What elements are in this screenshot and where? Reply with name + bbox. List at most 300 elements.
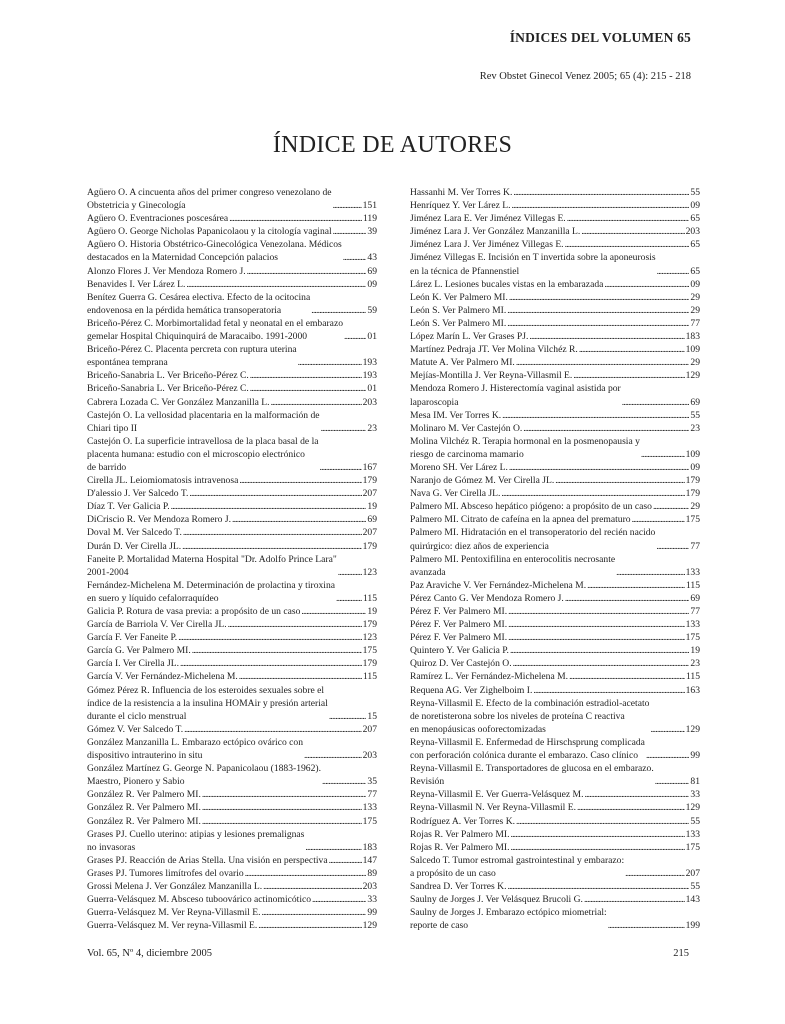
index-entry: [87, 788, 377, 801]
index-entry: [410, 291, 700, 304]
index-entry: [410, 906, 700, 932]
dot-leader: [192, 644, 362, 657]
entry-page: 179: [685, 475, 700, 487]
entry-page: 207: [362, 527, 377, 539]
entry-page: 01: [367, 331, 377, 343]
entry-text: Jiménez Villegas E. Incisión en T invertida sobre la aponeurosis en la técnica de Pfannenstiel: [410, 252, 656, 277]
index-entry: [87, 186, 377, 212]
entry-text: Ramírez L. Ver Fernández-Michelena M.: [410, 671, 569, 683]
index-entry: [87, 396, 377, 409]
entry-text: Grases PJ. Cuello uterino: atipias y lesiones premalignas no invasoras: [87, 828, 305, 853]
entry-text: Guerra-Velásquez M. Absceso tuboovárico actinomicótico: [87, 894, 312, 906]
dot-leader: [567, 212, 690, 225]
dot-leader: [616, 566, 684, 579]
index-entry: [87, 919, 377, 932]
entry-text: Pérez F. Ver Palmero MI.: [410, 606, 508, 617]
entry-text: Palmero MI. Pentoxifilina en enterocolitis necrosante avanzada: [410, 553, 616, 578]
index-entry: [87, 409, 377, 435]
index-entry: [410, 801, 700, 814]
entry-page: 99: [690, 750, 700, 762]
dot-leader: [508, 605, 689, 618]
dot-leader: [655, 775, 690, 788]
dot-leader: [569, 670, 685, 683]
entry-page: 175: [685, 841, 700, 853]
entry-page: 89: [367, 867, 377, 879]
dot-leader: [584, 893, 685, 906]
entry-text: Doval M. Ver Salcedo T.: [87, 527, 182, 539]
entry-text: Díaz T. Ver Galicia P.: [87, 501, 170, 513]
entry-text: Briceño-Pérez C. Placenta percreta con ruptura uterina espontánea temprana: [87, 344, 297, 369]
entry-page: 175: [685, 514, 700, 526]
dot-leader: [338, 566, 362, 579]
index-entry: [410, 238, 700, 251]
dot-leader: [657, 265, 690, 278]
entry-page: 115: [685, 671, 700, 683]
entry-text: Gómez V. Ver Salcedo T.: [87, 723, 184, 735]
dot-leader: [632, 513, 685, 526]
entry-page: 23: [690, 658, 700, 670]
entry-page: 203: [362, 750, 377, 762]
index-entry: [410, 317, 700, 330]
entry-text: Cirella JL. Leiomiomatosis intravenosa: [87, 475, 239, 487]
index-entry: [410, 618, 700, 631]
footer-page-number: 215: [673, 948, 689, 959]
dot-leader: [565, 592, 690, 605]
entry-text: González R. Ver Palmero MI.: [87, 815, 201, 827]
dot-leader: [533, 684, 684, 697]
dot-leader: [650, 723, 684, 736]
dot-leader: [263, 880, 361, 893]
index-entry: [87, 553, 377, 579]
entry-text: Rodríguez A. Ver Torres K.: [410, 815, 516, 827]
dot-leader: [245, 867, 367, 880]
index-entry: [410, 553, 700, 579]
index-entry: [410, 304, 700, 317]
dot-leader: [239, 670, 362, 683]
entry-text: Fernández-Michelena M. Determinación de prolactina y tiroxina en suero y líquido cefalorraquídeo: [87, 579, 336, 604]
entry-text: Sandrea D. Ver Torres K.: [410, 880, 507, 892]
entry-text: Benítez Guerra G. Cesárea electiva. Efecto de la ocitocina endovenosa en la pérdida hemática transoperatoria: [87, 291, 311, 316]
entry-text: González R. Ver Palmero MI.: [87, 802, 201, 814]
entry-page: 179: [362, 540, 377, 552]
entry-page: 143: [685, 894, 700, 906]
entry-text: Mendoza Romero J. Histerectomía vaginal asistida por laparoscopia: [410, 383, 621, 408]
dot-leader: [516, 356, 690, 369]
entry-page: 29: [690, 304, 700, 316]
entry-text: Salcedo T. Tumor estromal gastrointestinal y embarazo: a propósito de un caso: [410, 854, 625, 879]
dot-leader: [301, 605, 366, 618]
entry-page: 183: [362, 841, 377, 853]
entry-page: 129: [685, 723, 700, 735]
entry-page: 133: [685, 619, 700, 631]
index-entry: [410, 644, 700, 657]
entry-text: Grossi Melena J. Ver González Manzanilla L.: [87, 880, 263, 892]
entry-text: Reyna-Villasmil E. Transportadores de glucosa en el embarazo. Revisión: [410, 763, 654, 788]
entry-page: 77: [690, 540, 700, 552]
entry-text: Quintero Y. Ver Galicia P.: [410, 645, 509, 657]
entry-page: 55: [690, 815, 700, 827]
index-entry: [87, 762, 377, 788]
entry-page: 29: [690, 291, 700, 303]
dot-leader: [501, 487, 684, 500]
index-entry: [410, 828, 700, 841]
entry-text: Matute A. Ver Palmero MI.: [410, 357, 515, 369]
dot-leader: [333, 199, 362, 212]
index-entry: [410, 592, 700, 605]
entry-text: López Marín L. Ver Grases PJ.: [410, 331, 529, 343]
entry-page: 29: [690, 501, 700, 513]
index-entry: [87, 513, 377, 526]
entry-page: 123: [362, 632, 377, 644]
entry-text: García de Barriola V. Ver Cirella JL.: [87, 619, 227, 631]
entry-text: Reyna-Villasmil E. Ver Guerra-Velásquez M.: [410, 789, 584, 801]
index-entry: [410, 461, 700, 474]
index-entry: [87, 317, 377, 343]
entry-text: Henríquez Y. Ver Lárez L.: [410, 200, 511, 212]
entry-text: Molinaro M. Ver Castejón O.: [410, 422, 523, 434]
entry-page: 129: [362, 920, 377, 932]
entry-page: 175: [362, 645, 377, 657]
entry-text: Briceño-Sanabria L. Ver Briceño-Pérez C.: [87, 370, 249, 382]
entry-page: 115: [685, 579, 700, 591]
index-entry: [87, 867, 377, 880]
entry-page: 183: [685, 331, 700, 343]
dot-leader: [258, 919, 361, 932]
entry-page: 77: [690, 317, 700, 329]
dot-leader: [584, 788, 689, 801]
dot-leader: [555, 474, 684, 487]
index-entry: [410, 474, 700, 487]
dot-leader: [622, 396, 690, 409]
entry-page: 99: [367, 907, 377, 919]
entry-page: 133: [362, 802, 377, 814]
index-entry: [87, 801, 377, 814]
entry-text: Saulny de Jorges J. Ver Velásquez Brucoli G.: [410, 894, 583, 906]
entry-text: León K. Ver Palmero MI.: [410, 291, 508, 303]
entry-text: Pérez F. Ver Palmero MI.: [410, 619, 508, 631]
dot-leader: [653, 500, 689, 513]
entry-text: Lárez L. Lesiones bucales vistas en la embarazada: [410, 278, 604, 290]
entry-page: 109: [685, 448, 700, 460]
index-entry: [87, 291, 377, 317]
entry-page: 115: [362, 592, 377, 604]
dot-leader: [202, 801, 362, 814]
citation-line: Rev Obstet Ginecol Venez 2005; 65 (4): 215 - 218: [479, 71, 691, 82]
entry-text: León S. Ver Palmero MI.: [410, 304, 507, 316]
index-entry: [87, 605, 377, 618]
index-entry: [410, 631, 700, 644]
index-entry: [410, 409, 700, 422]
entry-page: 147: [362, 854, 377, 866]
entry-page: 193: [362, 357, 377, 369]
entry-page: 133: [685, 566, 700, 578]
dot-leader: [604, 278, 689, 291]
dot-leader: [529, 330, 684, 343]
entry-page: 01: [367, 383, 377, 395]
dot-leader: [516, 815, 689, 828]
entry-page: 29: [690, 357, 700, 369]
index-entry: [87, 238, 377, 264]
index-entry: [87, 644, 377, 657]
dot-leader: [239, 474, 361, 487]
index-entry: [410, 579, 700, 592]
entry-page: 55: [690, 409, 700, 421]
index-entry: [410, 697, 700, 736]
index-entry: [87, 854, 377, 867]
entry-text: García V. Ver Fernández-Michelena M.: [87, 671, 238, 683]
dot-leader: [625, 867, 684, 880]
entry-text: Faneite P. Mortalidad Materna Hospital "Dr. Adolfo Prince Lara" 2001-2004: [87, 553, 337, 578]
dot-leader: [311, 304, 366, 317]
dot-leader: [507, 317, 689, 330]
entry-page: 19: [690, 645, 700, 657]
page-title: ÍNDICE DE AUTORES: [272, 132, 513, 158]
entry-text: Hassanhi M. Ver Torres K.: [410, 187, 513, 198]
entry-page: 15: [367, 710, 377, 722]
entry-text: Reyna-Villasmil E. Efecto de la combinación estradiol-acetato de noretisterona sobre los niveles de proteína C reactiva en menopáusicas ooforectomizadas: [410, 697, 650, 735]
entry-text: Moreno SH. Ver Lárez L.: [410, 461, 508, 473]
entry-text: González Martínez G. George N. Papanicolaou (1883-1962). Maestro, Pionero y Sabio: [87, 763, 321, 788]
entry-page: 179: [362, 619, 377, 631]
index-entry: [410, 670, 700, 683]
dot-leader: [565, 238, 690, 251]
author-index-right-column: [410, 186, 700, 932]
index-entry: [410, 500, 700, 513]
entry-text: Jiménez Lara J. Ver González Manzanilla L.: [410, 226, 581, 238]
index-entry: [410, 212, 700, 225]
dot-leader: [171, 500, 367, 513]
entry-text: D'alessio J. Ver Salcedo T.: [87, 488, 189, 500]
dot-leader: [202, 815, 362, 828]
dot-leader: [343, 251, 367, 264]
entry-page: 179: [362, 475, 377, 487]
entry-page: 69: [690, 396, 700, 408]
entry-page: 193: [362, 370, 377, 382]
entry-page: 109: [685, 344, 700, 356]
entry-page: 207: [685, 867, 700, 879]
index-entry: [87, 906, 377, 919]
entry-text: Jiménez Lara E. Ver Jiménez Villegas E.: [410, 213, 566, 225]
entry-page: 203: [362, 880, 377, 892]
index-entry: [410, 762, 700, 788]
index-entry: [410, 422, 700, 435]
entry-text: García I. Ver Cirella JL.: [87, 658, 179, 670]
dot-leader: [577, 801, 685, 814]
dot-leader: [312, 893, 366, 906]
index-entry: [410, 330, 700, 343]
entry-page: 65: [690, 265, 700, 277]
index-entry: [410, 225, 700, 238]
index-entry: [87, 382, 377, 395]
entry-page: 77: [690, 606, 700, 617]
entry-page: 43: [367, 252, 377, 264]
index-entry: [410, 199, 700, 212]
dot-leader: [344, 330, 366, 343]
footer-volume: Vol. 65, Nº 4, diciembre 2005: [87, 948, 212, 959]
entry-page: 69: [367, 265, 377, 277]
entry-page: 65: [690, 213, 700, 225]
dot-leader: [182, 540, 361, 553]
entry-page: 55: [690, 880, 700, 892]
entry-text: Jiménez Lara J. Ver Jiménez Villegas E.: [410, 239, 564, 251]
dot-leader: [508, 631, 685, 644]
entry-page: 151: [362, 200, 377, 212]
entry-text: Cabrera Lozada C. Ver González Manzanilla L.: [87, 396, 270, 408]
index-entry: [410, 605, 700, 618]
dot-leader: [321, 422, 367, 435]
entry-text: Galicia P. Rotura de vasa previa: a propósito de un caso: [87, 606, 301, 617]
entry-text: Rojas R. Ver Palmero MI.: [410, 841, 510, 853]
dot-leader: [180, 657, 362, 670]
dot-leader: [178, 631, 361, 644]
entry-page: 203: [362, 396, 377, 408]
dot-leader: [581, 225, 684, 238]
index-entry: [87, 343, 377, 369]
index-entry: [410, 186, 700, 199]
entry-page: 163: [685, 684, 700, 696]
dot-leader: [261, 906, 366, 919]
entry-page: 09: [690, 200, 700, 212]
index-entry: [87, 212, 377, 225]
dot-leader: [646, 749, 689, 762]
entry-page: 115: [362, 671, 377, 683]
index-entry: [410, 435, 700, 461]
dot-leader: [509, 291, 690, 304]
entry-page: 123: [362, 566, 377, 578]
index-entry: [87, 526, 377, 539]
dot-leader: [510, 828, 684, 841]
dot-leader: [329, 710, 367, 723]
index-entry: [410, 788, 700, 801]
index-entry: [410, 343, 700, 356]
index-entry: [87, 500, 377, 513]
dot-leader: [202, 788, 367, 801]
entry-page: 129: [685, 370, 700, 382]
entry-text: Quiroz D. Ver Castejón O.: [410, 658, 512, 670]
entry-page: 39: [367, 226, 377, 238]
entry-page: 23: [690, 422, 700, 434]
dot-leader: [513, 657, 690, 670]
entry-text: Benavides I. Ver Lárez L.: [87, 278, 186, 290]
index-entry: [87, 487, 377, 500]
index-entry: [87, 670, 377, 683]
entry-page: 199: [685, 920, 700, 932]
entry-text: Agüero O. George Nicholas Papanicolaou y la citología vaginal: [87, 226, 332, 238]
dot-leader: [271, 396, 362, 409]
dot-leader: [510, 644, 689, 657]
entry-text: Martínez Pedraja JT. Ver Molina Vilchéz R.: [410, 344, 578, 356]
dot-leader: [336, 592, 362, 605]
entry-text: Agüero O. Historia Obstétrico-Ginecológica Venezolana. Médicos destacados en la Maternidad Concepción palacios: [87, 239, 342, 264]
entry-text: Agüero O. A cincuenta años del primer congreso venezolano de Obstetricia y Ginecología: [87, 187, 332, 212]
entry-text: González Manzanilla L. Embarazo ectópico ovárico con dispositivo intrauterino in situ: [87, 736, 304, 762]
entry-page: 35: [367, 776, 377, 788]
index-entry: [410, 854, 700, 880]
entry-page: 77: [367, 789, 377, 801]
entry-page: 175: [362, 815, 377, 827]
dot-leader: [232, 513, 366, 526]
dot-leader: [228, 618, 362, 631]
entry-text: Agüero O. Eventraciones poscesárea: [87, 213, 229, 225]
dot-leader: [608, 919, 685, 932]
entry-page: 09: [690, 461, 700, 473]
entry-text: Palmero MI. Citrato de cafeína en la apnea del prematuro: [410, 514, 631, 526]
entry-page: 207: [362, 488, 377, 500]
index-entry: [410, 487, 700, 500]
entry-text: Castejón O. La superficie intravellosa de la placa basal de la placenta humana: estudio con el microscopio electrónico de barrido: [87, 435, 319, 473]
index-entry: [410, 684, 700, 697]
entry-text: Mejías-Montilla J. Ver Reyna-Villasmil E.: [410, 370, 573, 382]
entry-page: 33: [367, 894, 377, 906]
dot-leader: [320, 461, 362, 474]
index-entry: [87, 631, 377, 644]
entry-text: Briceño-Sanabria L. Ver Briceño-Pérez C.: [87, 383, 249, 395]
dot-leader: [333, 225, 367, 238]
entry-text: León S. Ver Palmero MI.: [410, 317, 507, 329]
entry-page: 69: [690, 592, 700, 604]
entry-text: Briceño-Pérez C. Morbimortalidad fetal y neonatal en el embarazo gemelar Hospital Chiquinquirá de Maracaibo. 1991-2000: [87, 317, 343, 343]
index-entry: [410, 815, 700, 828]
index-entry: [410, 251, 700, 277]
index-entry: [410, 526, 700, 552]
index-entry: [87, 474, 377, 487]
index-entry: [410, 841, 700, 854]
index-entry: [87, 684, 377, 723]
dot-leader: [183, 526, 362, 539]
dot-leader: [322, 775, 366, 788]
dot-leader: [186, 278, 366, 291]
index-entry: [87, 736, 377, 762]
entry-text: Reyna-Villasmil N. Ver Reyna-Villasmil E.: [410, 802, 576, 814]
entry-page: 19: [367, 501, 377, 513]
entry-page: 81: [690, 776, 700, 788]
entry-text: Molina Vilchéz R. Terapia hormonal en la posmenopausia y riesgo de carcinoma mamario: [410, 435, 640, 460]
entry-page: 19: [367, 606, 377, 617]
entry-text: Pérez Canto G. Ver Mendoza Romero J.: [410, 592, 564, 604]
entry-page: 23: [367, 422, 377, 434]
entry-page: 179: [362, 658, 377, 670]
entry-page: 65: [690, 239, 700, 251]
entry-text: Alonzo Flores J. Ver Mendoza Romero J.: [87, 265, 246, 277]
dot-leader: [513, 186, 689, 199]
entry-page: 119: [362, 213, 377, 225]
index-entry: [410, 513, 700, 526]
index-entry: [410, 369, 700, 382]
index-entry: [87, 278, 377, 291]
entry-text: Pérez F. Ver Palmero MI.: [410, 632, 508, 644]
dot-leader: [510, 841, 684, 854]
entry-text: Mesa IM. Ver Torres K.: [410, 409, 502, 421]
entry-text: Durán D. Ver Cirella JL.: [87, 540, 182, 552]
dot-leader: [512, 199, 690, 212]
dot-leader: [184, 723, 362, 736]
entry-text: Castejón O. La vellosidad placentaria en la malformación de Chiari tipo II: [87, 409, 320, 434]
entry-text: Gómez Pérez R. Influencia de los esteroides sexuales sobre el índice de la resistencia a la insulina HOMAir y presión arterial durante el ciclo menstrual: [87, 684, 328, 722]
index-entry: [410, 278, 700, 291]
dot-leader: [502, 409, 689, 422]
entry-page: 175: [685, 632, 700, 644]
dot-leader: [229, 212, 362, 225]
index-entry: [87, 828, 377, 854]
entry-text: Palmero MI. Hidratación en el transoperatorio del recién nacido quirúrgico: diez años de experiencia: [410, 527, 656, 552]
dot-leader: [304, 749, 362, 762]
index-entry: [87, 723, 377, 736]
index-entry: [87, 815, 377, 828]
journal-index-header: ÍNDICES DEL VOLUMEN 65: [509, 30, 691, 45]
index-entry: [410, 356, 700, 369]
entry-text: González R. Ver Palmero MI.: [87, 789, 201, 801]
dot-leader: [508, 618, 685, 631]
